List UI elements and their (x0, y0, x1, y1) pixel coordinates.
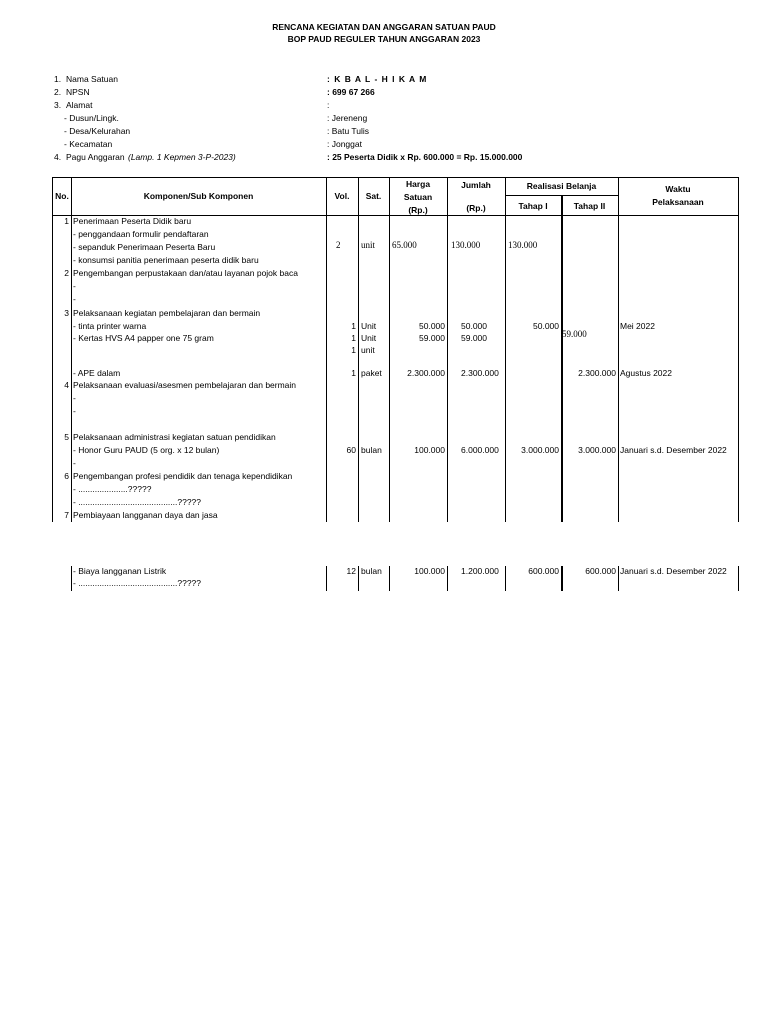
header-jumlah: Jumlah (461, 180, 491, 190)
row-title: Pelaksanaan kegiatan pembelajaran dan bermain (73, 308, 261, 318)
item-text: - ..........................................????? (73, 497, 202, 507)
item-vol: 12 (346, 566, 356, 576)
item-jumlah: 1.200.000 (461, 566, 499, 576)
row-number: 1 (64, 216, 69, 226)
item-text: - sepanduk Penerimaan Peserta Baru (73, 242, 216, 252)
item-harga: 59.000 (419, 333, 445, 343)
identity-num: 2. (54, 87, 62, 97)
item-sat: bulan (361, 566, 382, 576)
item-vol: 1 (351, 345, 356, 355)
item-tahap2: 59.000 (562, 329, 587, 339)
item-jumlah: 59.000 (461, 333, 487, 343)
item-text: - Kertas HVS A4 papper one 75 gram (73, 333, 214, 343)
identity-label-note: (Lamp. 1 Kepmen 3-P-2023) (128, 152, 236, 162)
document-subtitle: BOP PAUD REGULER TAHUN ANGGARAN 2023 (287, 34, 481, 44)
item-jumlah: 50.000 (461, 321, 487, 331)
item-text: - Honor Guru PAUD (5 org. x 12 bulan) (73, 445, 220, 455)
row-number: 2 (64, 268, 69, 278)
document-title: RENCANA KEGIATAN DAN ANGGARAN SATUAN PAUD (272, 22, 496, 32)
row-title: Pembiayaan langganan daya dan jasa (73, 510, 218, 520)
item-text: - Biaya langganan Listrik (73, 566, 167, 576)
item-jumlah: 130.000 (451, 240, 481, 250)
identity-value: : Jereneng (327, 113, 368, 123)
item-text: - (73, 393, 76, 403)
row-number: 6 (64, 471, 69, 481)
item-tahap2: 2.300.000 (578, 368, 616, 378)
col-line (738, 177, 739, 522)
item-text: - ..........................................????? (73, 578, 202, 588)
identity-value: : 25 Peserta Didik x Rp. 600.000 = Rp. 15.000.000 (327, 152, 523, 162)
item-sat: unit (361, 345, 375, 355)
header-waktu: Waktu (665, 184, 691, 194)
item-sat: unit (361, 240, 376, 250)
row-number: 3 (64, 308, 69, 318)
item-sat: paket (361, 368, 382, 378)
item-vol: 60 (346, 445, 356, 455)
col-line (358, 566, 359, 591)
identity-label: - Kecamatan (64, 139, 113, 149)
item-text: - konsumsi panitia penerimaan peserta didik baru (73, 255, 259, 265)
item-tahap1: 3.000.000 (521, 445, 559, 455)
identity-value: : K B A L - H I K A M (327, 74, 428, 84)
header-tahap2: Tahap II (573, 201, 606, 211)
identity-num: 4. (54, 152, 62, 162)
item-harga: 100.000 (414, 566, 445, 576)
item-vol: 1 (351, 333, 356, 343)
item-text: - .....................????? (73, 484, 152, 494)
identity-label: Alamat (66, 100, 93, 110)
item-tahap2: 600.000 (585, 566, 616, 576)
header-harga: Harga (405, 179, 431, 189)
header-komponen: Komponen/Sub Komponen (143, 191, 254, 201)
identity-value: : Jonggat (327, 139, 362, 149)
item-tahap2: 3.000.000 (578, 445, 616, 455)
header-waktu: Pelaksanaan (652, 197, 704, 207)
identity-value: : (327, 100, 330, 110)
item-tahap1: 130.000 (508, 240, 538, 250)
item-vol: 1 (351, 368, 356, 378)
item-jumlah: 6.000.000 (461, 445, 499, 455)
item-sat: Unit (361, 333, 377, 343)
identity-label: Nama Satuan (66, 74, 118, 84)
item-waktu: Mei 2022 (620, 321, 655, 331)
item-text: - APE dalam (73, 368, 121, 378)
row-title: Pengembangan profesi pendidik dan tenaga kependidikan (73, 471, 293, 481)
item-sat: bulan (361, 445, 382, 455)
row-number: 7 (64, 510, 69, 520)
row-title: Pelaksanaan administrasi kegiatan satuan pendidikan (73, 432, 276, 442)
item-tahap1: 600.000 (528, 566, 559, 576)
identity-value: : 699 67 266 (327, 87, 375, 97)
header-vol: Vol. (334, 191, 350, 201)
identity-label: Pagu Anggaran (66, 152, 125, 162)
item-harga: 100.000 (414, 445, 445, 455)
row-number: 5 (64, 432, 69, 442)
row-number: 4 (64, 380, 69, 390)
row-title: Pelaksanaan evaluasi/asesmen pembelajaran dan bermain (73, 380, 297, 390)
row-title: Pengembangan perpustakaan dan/atau layanan pojok baca (73, 268, 298, 278)
identity-label: NPSN (66, 87, 90, 97)
identity-value: : Batu Tulis (327, 126, 370, 136)
col-line (71, 177, 72, 522)
col-line (447, 566, 448, 591)
item-waktu: Januari s.d. Desember 2022 (620, 445, 727, 455)
identity-label: - Dusun/Lingk. (64, 113, 119, 123)
item-vol: 1 (351, 321, 356, 331)
table-border-top (52, 177, 739, 178)
item-sat: Unit (361, 321, 377, 331)
item-text: - (73, 406, 76, 416)
col-line (389, 177, 390, 522)
item-harga: 2.300.000 (407, 368, 445, 378)
header-no: No. (55, 191, 69, 201)
header-harga: Satuan (403, 192, 433, 202)
header-jumlah: (Rp.) (466, 203, 486, 213)
col-line (505, 177, 506, 522)
col-line (618, 566, 619, 591)
item-tahap1: 50.000 (533, 321, 559, 331)
item-text: - (73, 458, 76, 468)
item-harga: 50.000 (419, 321, 445, 331)
identity-num: 1. (54, 74, 62, 84)
item-waktu: Januari s.d. Desember 2022 (620, 566, 727, 576)
identity-label: - Desa/Kelurahan (64, 126, 131, 136)
header-tahap1: Tahap I (518, 201, 548, 211)
row-title: Penerimaan Peserta Didik baru (73, 216, 192, 226)
identity-num: 3. (54, 100, 62, 110)
item-vol: 2 (336, 240, 341, 250)
col-line (447, 177, 448, 522)
header-realisasi: Realisasi Belanja (526, 181, 597, 191)
item-text: - tinta printer warna (73, 321, 147, 331)
col-line (738, 566, 739, 591)
header-harga: (Rp.) (408, 205, 428, 215)
item-text: - (73, 294, 76, 304)
item-text: - (73, 281, 76, 291)
col-line (71, 566, 72, 591)
item-text: - penggandaan formulir pendaftaran (73, 229, 209, 239)
col-line (618, 177, 619, 522)
col-line (561, 195, 563, 522)
item-harga: 65.000 (392, 240, 417, 250)
item-jumlah: 2.300.000 (461, 368, 499, 378)
header-sat: Sat. (365, 191, 382, 201)
col-line (358, 177, 359, 522)
item-waktu: Agustus 2022 (620, 368, 672, 378)
